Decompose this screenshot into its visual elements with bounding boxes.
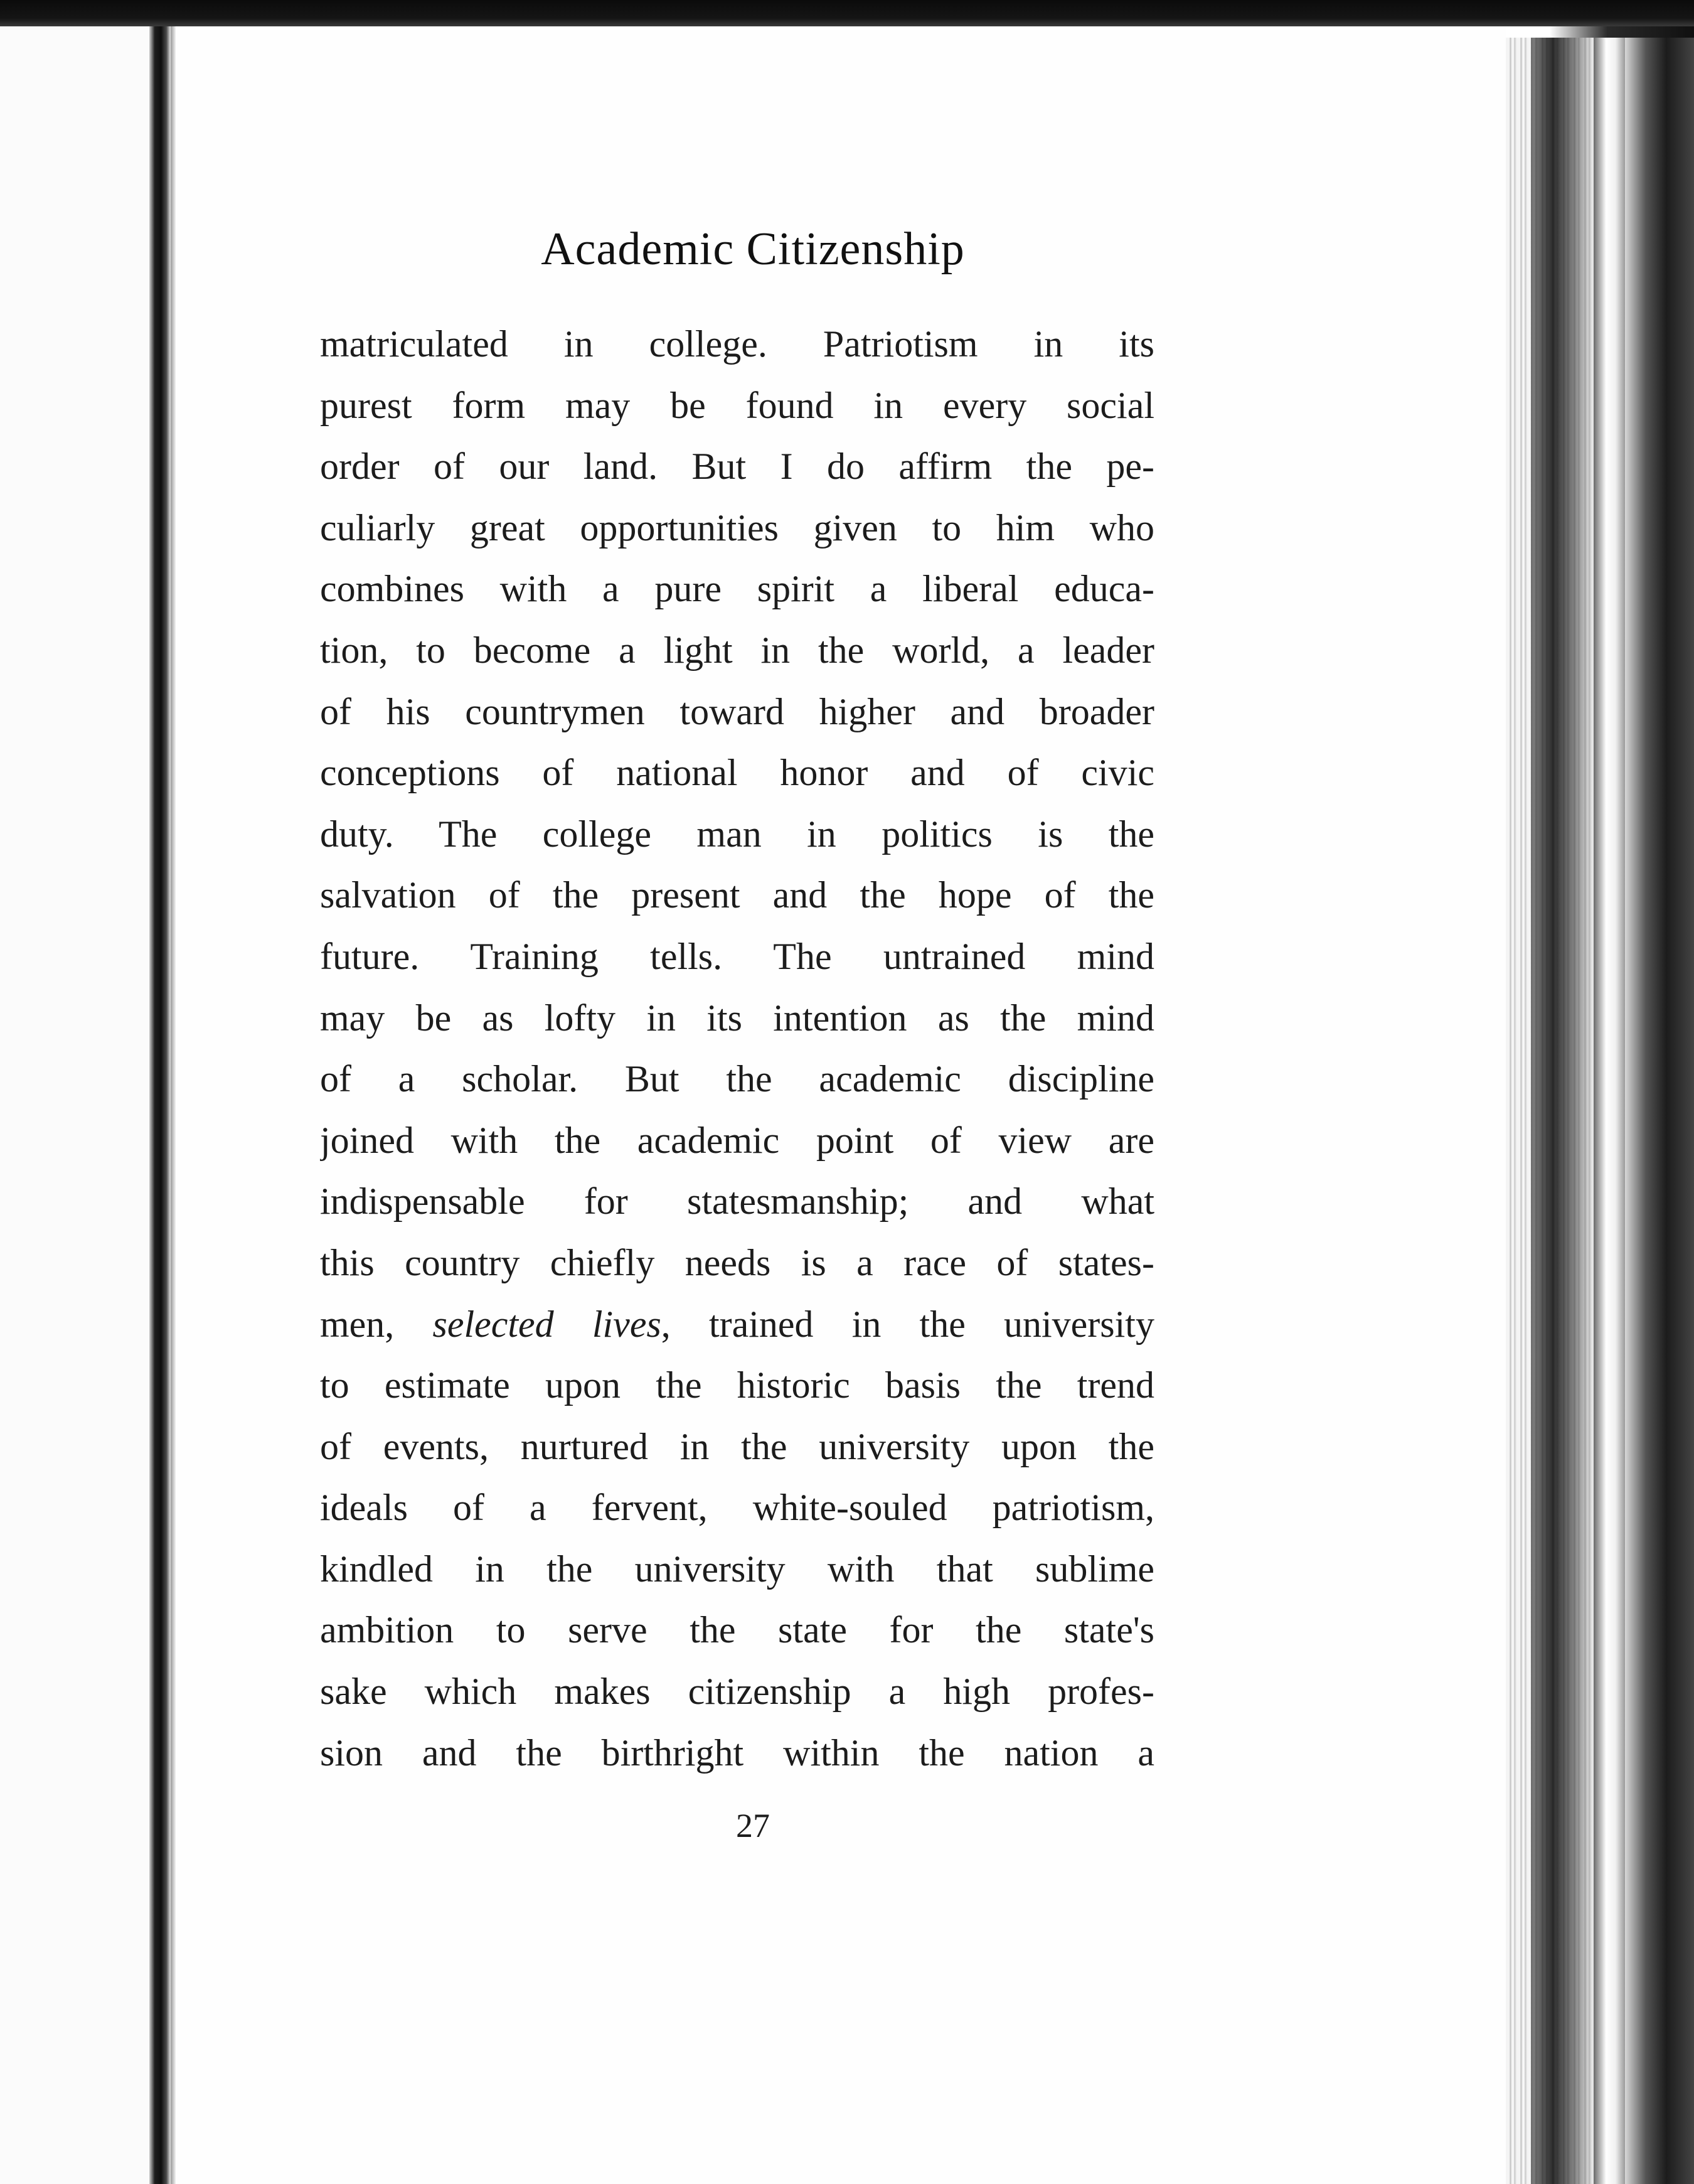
text-line: this country chiefly needs is a race of states- [320,1241,1154,1283]
text-line: conceptions of national honor and of civic [320,752,1154,794]
text-line: indispensable for statesmanship; and what [320,1180,1154,1223]
page-stack-shadow [1531,38,1594,2184]
text-line: duty. The college man in politics is the [320,813,1154,855]
running-head: Academic Citizenship [541,223,965,275]
book-gutter-shadow [149,26,171,2184]
text-line: order of our land. But I do affirm the pe- [320,446,1154,488]
text-line: future. Training tells. The untrained mind [320,935,1154,977]
italic-phrase: selected lives [432,1303,661,1345]
text-line: sion and the birthright within the nation a [320,1732,1154,1774]
text-line: may be as lofty in its intention as the mind [320,997,1154,1039]
page-number: 27 [736,1807,770,1844]
text-line: culiarly great opportunities given to him who [320,506,1154,549]
text-line: kindled in the university with that sublime [320,1548,1154,1590]
book-cover-edge [1625,38,1694,2184]
previous-page-margin [0,26,151,2184]
text-line: tion, to become a light in the world, a leader [320,629,1154,671]
gutter-fade [171,26,176,2184]
text-line: matriculated in college. Patriotism in its [320,323,1154,365]
text-line: joined with the academic point of view are [320,1119,1154,1161]
text-line: salvation of the present and the hope of the [320,874,1154,916]
text-line: sake which makes citizenship a high profes- [320,1671,1154,1713]
text-line: men, selected lives, trained in the university [320,1303,1154,1345]
text-line: of a scholar. But the academic discipline [320,1058,1154,1100]
text-line: to estimate upon the historic basis the trend [320,1364,1154,1406]
text-line: of events, nurtured in the university upon the [320,1425,1154,1467]
text-line: of his countrymen toward higher and broader [320,690,1154,732]
body-text [320,314,1154,1784]
text-line: purest form may be found in every social [320,384,1154,426]
text-line: ambition to serve the state for the state's [320,1609,1154,1651]
scan-top-border [0,0,1694,26]
text-line: ideals of a fervent, white-souled patriotism, [320,1487,1154,1529]
text-line: combines with a pure spirit a liberal educa- [320,568,1154,610]
page-stack-highlight [1594,38,1625,2184]
